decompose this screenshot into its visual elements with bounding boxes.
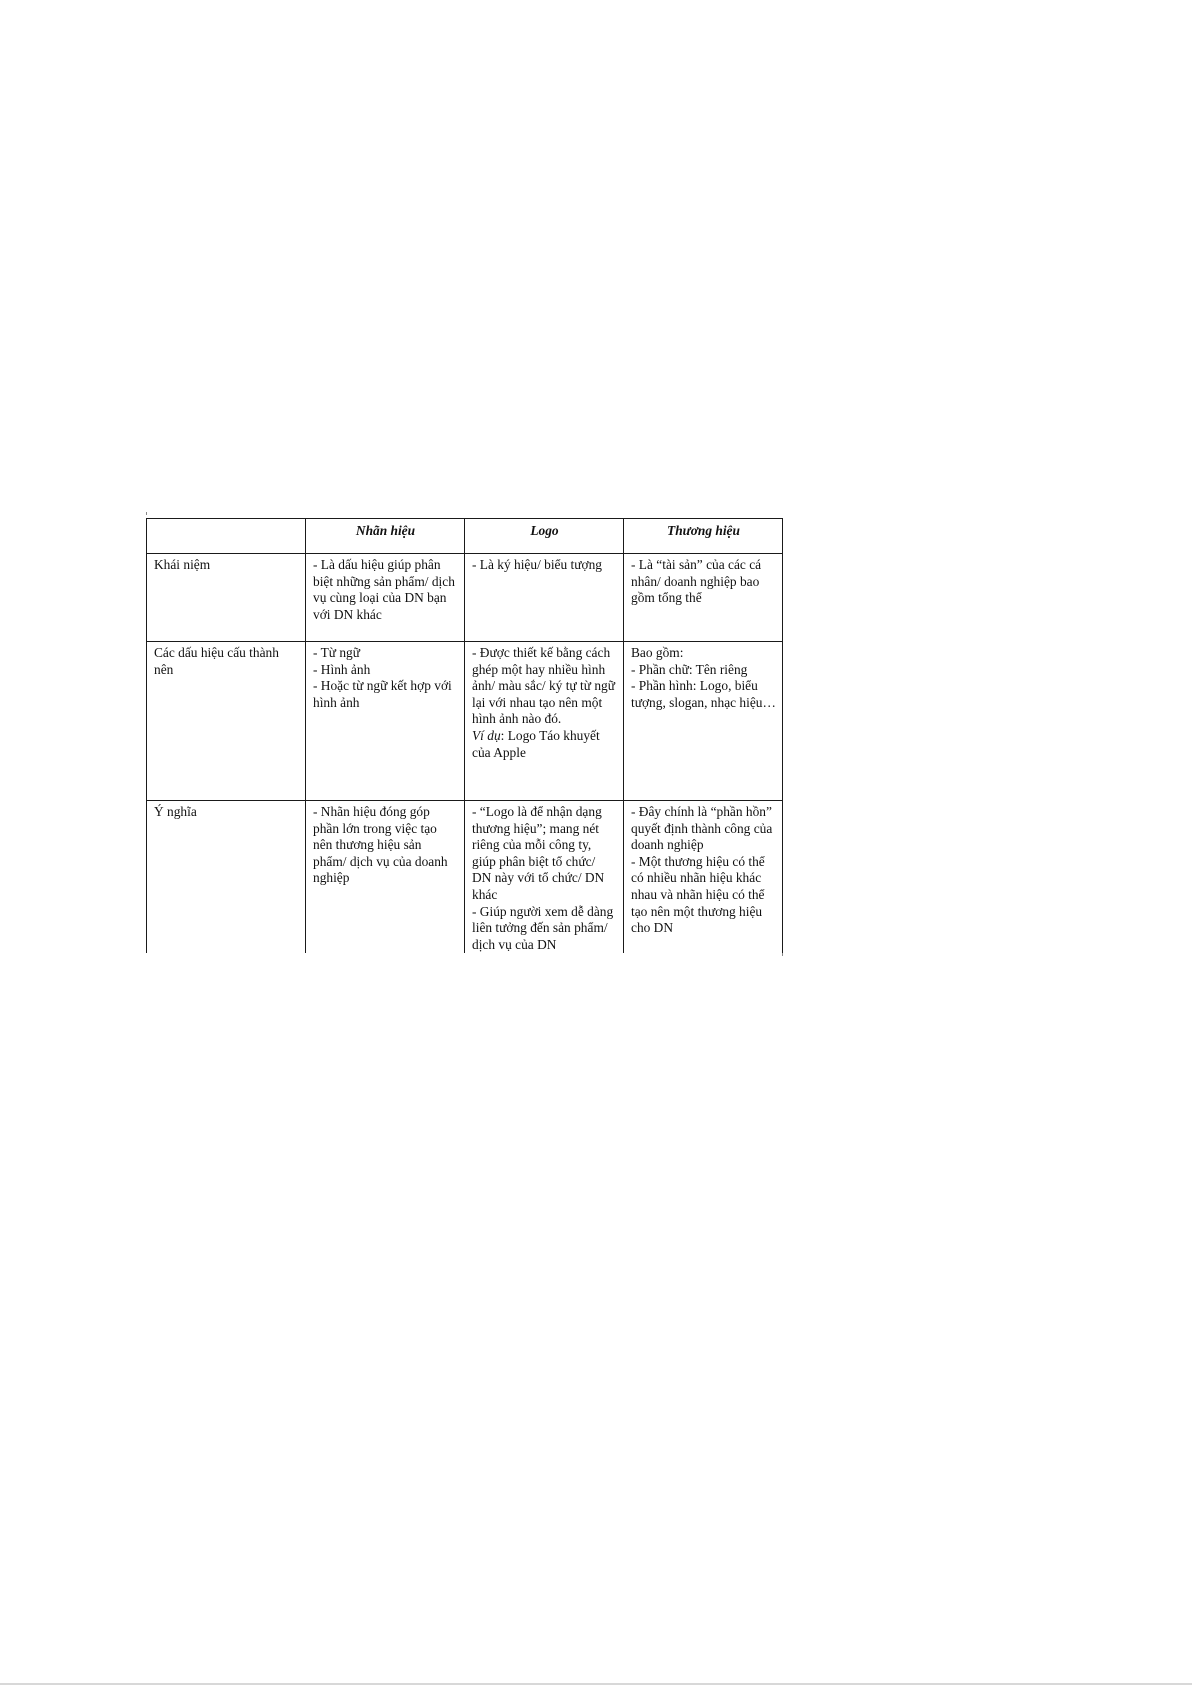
row-label-dau-hieu: Các dấu hiệu cấu thành nên <box>147 642 306 801</box>
cell-logo: - “Logo là để nhận dạng thương hiệu”; mang nét riêng của mỗi công ty, giúp phân biệt tổ chức/ DN này với tổ chức/ DN khác - Giúp người xem dễ dàng liên tưởng đến sản phẩm/ dịch vụ của DN <box>465 801 624 954</box>
cell-nhan-hieu: - Từ ngữ - Hình ảnh - Hoặc từ ngữ kết hợp với hình ảnh <box>306 642 465 801</box>
example-label: Ví dụ <box>472 727 501 743</box>
example-text: : Logo Táo khuyết của Apple <box>472 727 600 760</box>
header-thuong-hieu: Thương hiệu <box>624 519 783 554</box>
cell-thuong-hieu: - Đây chính là “phần hồn” quyết định thành công của doanh nghiệp - Một thương hiệu có thể có nhiều nhãn hiệu khác nhau và nhãn hiệu có thể tạo nên một thương hiệu cho DN <box>624 801 783 954</box>
row-label-y-nghia: Ý nghĩa <box>147 801 306 954</box>
header-logo: Logo <box>465 519 624 554</box>
comparison-table <box>146 518 783 953</box>
cell-thuong-hieu: - Là “tài sản” của các cá nhân/ doanh nghiệp bao gồm tổng thể <box>624 554 783 642</box>
cell-logo-text: - Được thiết kế bằng cách ghép một hay nhiều hình ảnh/ màu sắc/ ký tự từ ngữ lại với nhau tạo nên một hình ảnh nào đó. <box>472 645 616 727</box>
cell-nhan-hieu: - Là dấu hiệu giúp phân biệt những sản phẩm/ dịch vụ cùng loại của DN bạn với DN khác <box>306 554 465 642</box>
cell-nhan-hieu: - Nhãn hiệu đóng góp phần lớn trong việc tạo nên thương hiệu sản phẩm/ dịch vụ của doanh nghiệp <box>306 801 465 954</box>
cell-logo-example <box>472 728 617 761</box>
header-nhan-hieu: Nhãn hiệu <box>306 519 465 554</box>
cell-thuong-hieu: Bao gồm: - Phần chữ: Tên riêng - Phần hình: Logo, biểu tượng, slogan, nhạc hiệu… <box>624 642 783 801</box>
table-row <box>147 642 783 801</box>
comparison-table-frame <box>146 518 783 953</box>
cell-logo <box>465 642 624 801</box>
table-end-mark <box>782 953 783 956</box>
header-empty <box>147 519 306 554</box>
table-anchor-mark <box>146 512 147 515</box>
table-row <box>147 554 783 642</box>
table-header-row <box>147 519 783 554</box>
row-label-khai-niem: Khái niệm <box>147 554 306 642</box>
table-row <box>147 801 783 954</box>
cell-logo: - Là ký hiệu/ biểu tượng <box>465 554 624 642</box>
